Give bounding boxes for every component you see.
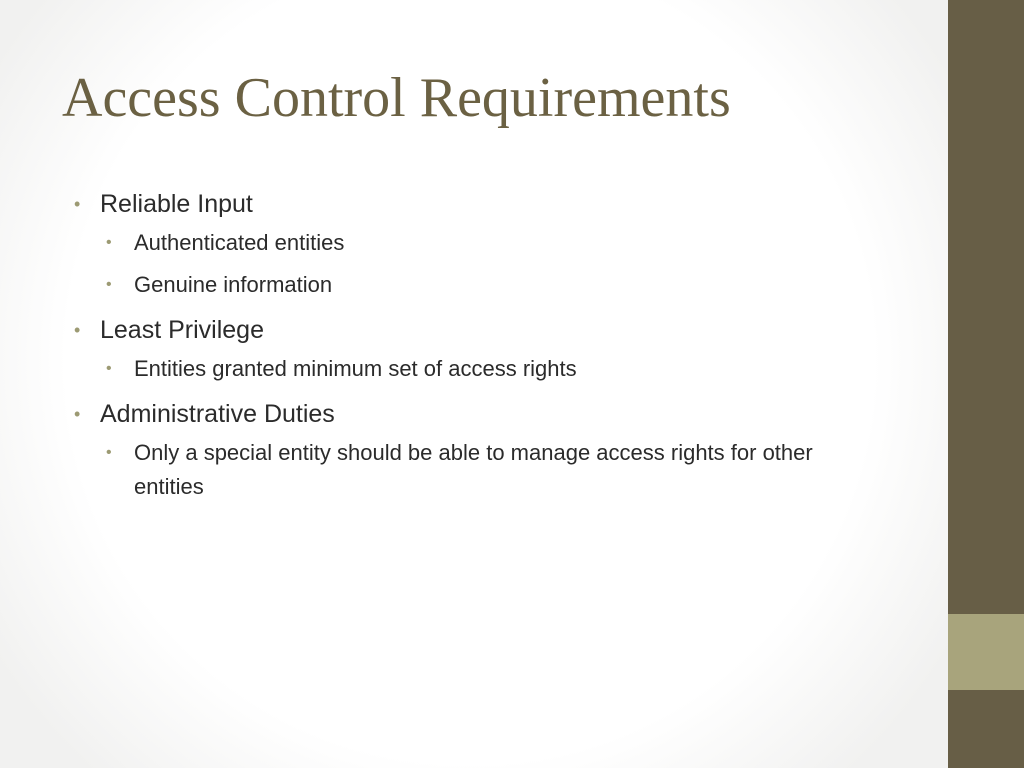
bullet-dot-icon: • <box>106 444 112 461</box>
bullet-text: Least Privilege <box>100 316 264 344</box>
sub-bullet-text: Genuine information <box>134 272 333 297</box>
side-bar-bottom-block <box>948 690 1024 768</box>
bullet-dot-icon: • <box>106 360 112 377</box>
slide-title: Access Control Requirements <box>62 67 731 129</box>
sub-bullet-item <box>100 352 870 386</box>
sub-bullet-text: Only a special entity should be able to manage access rights for other entities <box>134 440 813 499</box>
bullet-item-reliable-input <box>70 184 870 302</box>
sub-bullet-list <box>100 352 870 386</box>
sub-bullet-list <box>100 226 870 302</box>
side-bar-accent-block <box>948 614 1024 690</box>
bullet-list <box>70 184 870 512</box>
bullet-text: Reliable Input <box>100 190 253 218</box>
bullet-dot-icon: • <box>74 404 81 424</box>
bullet-dot-icon: • <box>74 320 81 340</box>
sub-bullet-text: Authenticated entities <box>134 230 345 255</box>
bullet-dot-icon: • <box>106 276 112 293</box>
sub-bullet-item <box>100 436 870 504</box>
side-bar-dark-block <box>948 0 1024 614</box>
sub-bullet-item <box>100 226 870 260</box>
sub-bullet-text: Entities granted minimum set of access rights <box>134 356 577 381</box>
side-bar <box>948 0 1024 768</box>
bullet-item-administrative-duties <box>70 394 870 504</box>
sub-bullet-item <box>100 268 870 302</box>
sub-bullet-list <box>100 436 870 504</box>
bullet-text: Administrative Duties <box>100 400 335 428</box>
bullet-dot-icon: • <box>106 234 112 251</box>
bullet-dot-icon: • <box>74 194 81 214</box>
bullet-item-least-privilege <box>70 310 870 386</box>
